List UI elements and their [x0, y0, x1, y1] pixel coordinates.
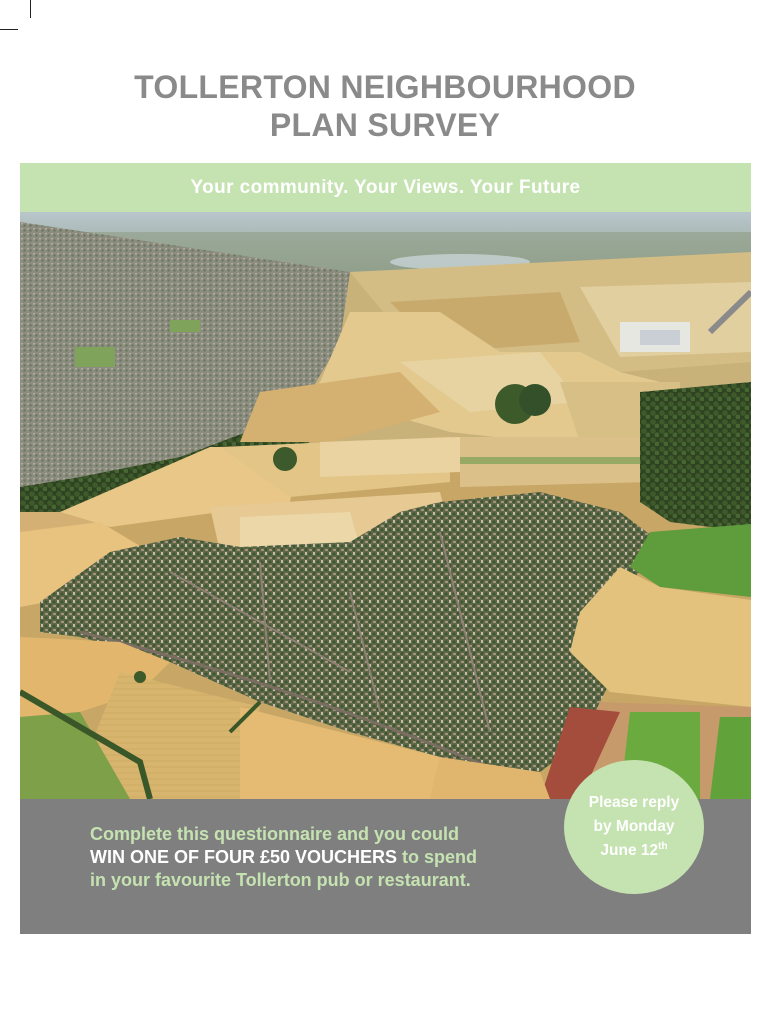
crop-mark-vertical — [30, 0, 31, 18]
tagline-text: Your community. Your Views. Your Future — [190, 176, 581, 198]
promo-line-1: Complete this questionnaire and you could — [90, 824, 460, 844]
badge-line-1: Please reply — [588, 794, 680, 811]
promo-line-2-rest: to spend — [397, 847, 478, 867]
badge-date-suffix: th — [658, 840, 668, 852]
aerial-landscape-photo — [20, 212, 751, 799]
reply-deadline-badge — [564, 760, 704, 894]
tagline-banner — [20, 163, 751, 212]
page-title — [0, 68, 770, 144]
prize-promo-text — [90, 823, 610, 892]
badge-date: June 12 — [600, 842, 659, 859]
promo-line-2 — [90, 846, 610, 869]
promo-line-3: in your favourite Tollerton pub or restaurant. — [90, 870, 471, 890]
voucher-highlight: WIN ONE OF FOUR £50 VOUCHERS — [90, 847, 398, 867]
title-line-2: PLAN SURVEY — [269, 107, 501, 143]
crop-mark-horizontal — [0, 29, 18, 30]
aerial-photo-illustration — [20, 212, 751, 799]
title-line-1: TOLLERTON NEIGHBOURHOOD — [134, 69, 636, 105]
badge-line-2: by Monday — [593, 818, 675, 835]
badge-line-3 — [564, 839, 704, 863]
